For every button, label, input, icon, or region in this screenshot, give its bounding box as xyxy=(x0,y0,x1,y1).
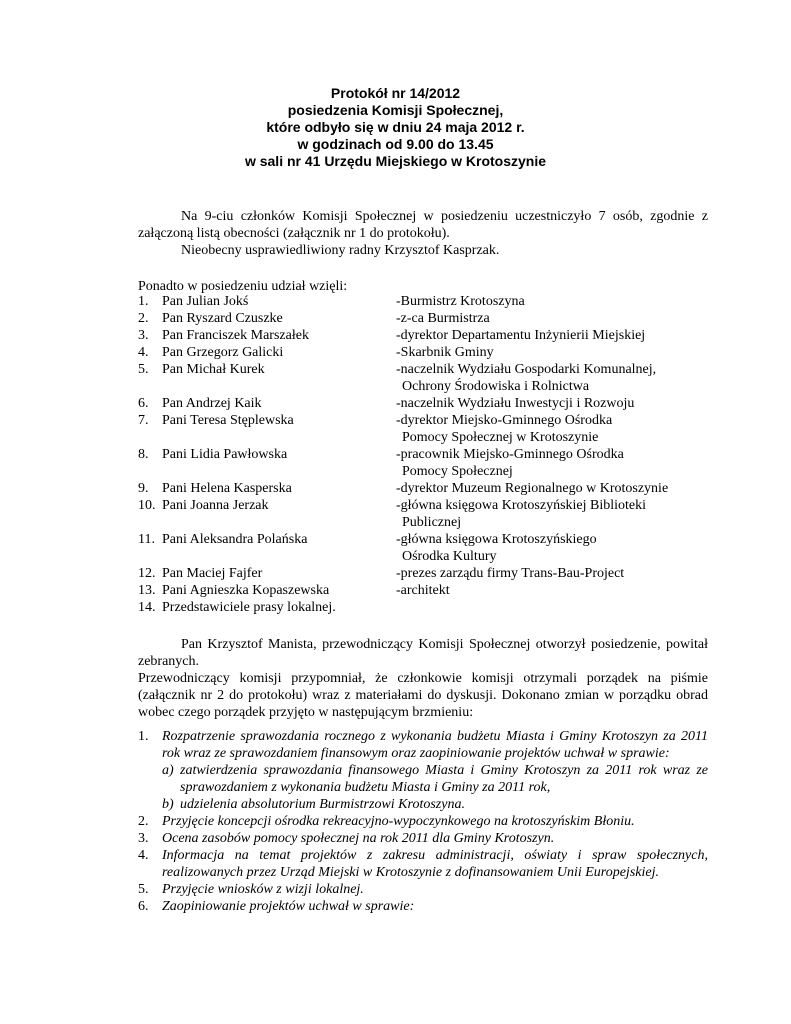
attendee-name: Pani Teresa Stęplewska xyxy=(162,413,294,428)
body-section xyxy=(138,636,708,721)
attendee-role-line: -naczelnik Wydziału Gospodarki Komunalnej, xyxy=(396,362,657,377)
attendee-role xyxy=(396,565,708,582)
agenda-list xyxy=(138,728,708,915)
attendee-row xyxy=(138,446,708,480)
attendee-number: 5. xyxy=(138,362,149,377)
agenda-intro-paragraph: Przewodniczący komisji przypomniał, że członkowie komisji otrzymali porządek na piśmie (załącznik nr 2 do protokołu) wraz z materiałami do dyskusji. Dokonano zmian w porządku obrad wobec czego porządek przyjęto w następującym brzmieniu: xyxy=(138,671,708,720)
attendee-role-line: -naczelnik Wydziału Inwestycji i Rozwoju xyxy=(396,396,635,411)
title-line: które odbyło się w dniu 24 maja 2012 r. xyxy=(266,119,525,135)
attendee-number: 9. xyxy=(138,481,149,496)
attendee-role-line: -główna księgowa Krotoszyńskiej Biblioteki xyxy=(396,498,647,513)
agenda-item-text: Zaopiniowanie projektów uchwał w sprawie: xyxy=(162,899,415,914)
agenda-item-text: Przyjęcie wniosków z wizji lokalnej. xyxy=(162,882,364,897)
attendee-name: Pani Joanna Jerzak xyxy=(162,498,269,513)
attendee-role-line: -główna księgowa Krotoszyńskiego xyxy=(396,532,597,547)
attendee-role xyxy=(396,582,708,599)
attendee-role-line: -prezes zarządu firmy Trans-Bau-Project xyxy=(396,566,625,581)
agenda-subitem-letter: a) xyxy=(162,763,174,778)
title-line: w godzinach od 9.00 do 13.45 xyxy=(297,136,494,152)
title-line: Protokół nr 14/2012 xyxy=(330,85,461,101)
attendee-name: Pani Aleksandra Polańska xyxy=(162,532,308,547)
attendee-number: 7. xyxy=(138,413,149,428)
attendee-row xyxy=(138,480,708,497)
attendee-number: 3. xyxy=(138,328,149,343)
attendee-name: Pani Agnieszka Kopaszewska xyxy=(162,583,330,598)
attendee-role-line: Pomocy Społecznej xyxy=(402,464,513,479)
attendee-role xyxy=(396,599,708,616)
attendee-row xyxy=(138,310,708,327)
attendee-role-line: -Skarbnik Gminy xyxy=(396,345,494,360)
attendee-name: Przedstawiciele prasy lokalnej. xyxy=(162,600,336,615)
attendee-name: Pan Michał Kurek xyxy=(162,362,265,377)
agenda-subitem-text: zatwierdzenia sprawozdania finansowego Miasta i Gminy Krotoszyn za 2011 rok wraz ze sprawozdaniem z wykonania budżetu Miasta i Gminy za 2011 rok, xyxy=(180,763,708,795)
attendee-number: 11. xyxy=(138,532,155,547)
attendee-role xyxy=(396,344,708,361)
agenda-item xyxy=(138,830,708,847)
attendee-number: 6. xyxy=(138,396,149,411)
title-line: posiedzenia Komisji Społecznej, xyxy=(287,102,504,118)
attendee-role xyxy=(396,497,708,531)
attendee-role xyxy=(396,293,708,310)
attendee-row xyxy=(138,293,708,310)
agenda-item-number: 2. xyxy=(138,814,149,829)
agenda-item-text: Ocena zasobów pomocy społecznej na rok 2011 dla Gminy Krotoszyn. xyxy=(162,831,555,846)
agenda-item xyxy=(138,728,708,762)
attendee-name: Pan Grzegorz Galicki xyxy=(162,345,284,360)
attendee-number: 1. xyxy=(138,294,149,309)
attendee-number: 8. xyxy=(138,447,149,462)
agenda-item xyxy=(138,898,708,915)
attendee-row xyxy=(138,565,708,582)
agenda-subitem xyxy=(138,796,708,813)
attendee-row xyxy=(138,582,708,599)
attendee-role-line: -dyrektor Muzeum Regionalnego w Krotoszynie xyxy=(396,481,669,496)
agenda-item-text: Przyjęcie koncepcji ośrodka rekreacyjno-wypoczynkowego na krotoszyńskim Błoniu. xyxy=(162,814,635,829)
attendee-row xyxy=(138,327,708,344)
attendee-row xyxy=(138,361,708,395)
attendee-row xyxy=(138,395,708,412)
attendee-role xyxy=(396,395,708,412)
attendee-row xyxy=(138,599,708,616)
document-title xyxy=(0,85,791,170)
agenda-subitem-letter: b) xyxy=(162,797,174,812)
agenda-subitem-text: udzielenia absolutorium Burmistrzowi Krotoszyna. xyxy=(180,797,465,812)
absence-paragraph: Nieobecny usprawiedliwiony radny Krzysztof Kasprzak. xyxy=(181,243,500,258)
attendees-heading: Ponadto w posiedzeniu udział wzięli: xyxy=(138,279,348,294)
attendee-role-line: -dyrektor Departamentu Inżynierii Miejskiej xyxy=(396,328,646,343)
attendee-row xyxy=(138,497,708,531)
attendee-role xyxy=(396,361,708,395)
attendee-name: Pani Lidia Pawłowska xyxy=(162,447,288,462)
attendee-role-line: -pracownik Miejsko-Gminnego Ośrodka xyxy=(396,447,624,462)
attendee-number: 14. xyxy=(138,600,156,615)
attendee-number: 4. xyxy=(138,345,149,360)
agenda-subitem xyxy=(138,762,708,796)
attendee-row xyxy=(138,412,708,446)
attendee-name: Pani Helena Kasperska xyxy=(162,481,292,496)
attendee-role-line: -z-ca Burmistrza xyxy=(396,311,490,326)
agenda-item xyxy=(138,813,708,830)
attendee-role xyxy=(396,446,708,480)
attendance-paragraph: Na 9-ciu członków Komisji Społecznej w posiedzeniu uczestniczyło 7 osób, zgodnie z załączoną listą obecności (załącznik nr 1 do protokołu). xyxy=(138,209,708,241)
attendee-row xyxy=(138,531,708,565)
agenda-item xyxy=(138,881,708,898)
attendee-role-line: Ochrony Środowiska i Rolnictwa xyxy=(402,379,590,394)
attendee-role xyxy=(396,327,708,344)
attendee-number: 10. xyxy=(138,498,156,513)
attendee-role xyxy=(396,310,708,327)
agenda-item-number: 4. xyxy=(138,848,149,863)
attendee-role-line: Publicznej xyxy=(402,515,462,530)
attendee-role xyxy=(396,480,708,497)
attendee-role xyxy=(396,531,708,565)
attendee-role-line: -dyrektor Miejsko-Gminnego Ośrodka xyxy=(396,413,613,428)
attendee-name: Pan Julian Jokś xyxy=(162,294,249,309)
agenda-item-number: 5. xyxy=(138,882,149,897)
agenda-item xyxy=(138,847,708,881)
attendee-role-line: -architekt xyxy=(396,583,450,598)
attendee-name: Pan Franciszek Marszałek xyxy=(162,328,309,343)
agenda-item-number: 3. xyxy=(138,831,149,846)
attendee-number: 13. xyxy=(138,583,156,598)
intro-section xyxy=(138,208,708,259)
attendees-list xyxy=(138,293,708,616)
attendee-number: 2. xyxy=(138,311,149,326)
attendee-name: Pan Maciej Fajfer xyxy=(162,566,263,581)
agenda-item-text: Rozpatrzenie sprawozdania rocznego z wykonania budżetu Miasta i Gminy Krotoszyn za 2011 rok wraz ze sprawozdaniem finansowym oraz zaopiniowanie projektów uchwał w sprawie: xyxy=(162,729,708,761)
attendee-role-line: Pomocy Społecznej w Krotoszynie xyxy=(402,430,599,445)
attendee-name: Pan Ryszard Czuszke xyxy=(162,311,283,326)
agenda-item-number: 1. xyxy=(138,729,149,744)
attendee-name: Pan Andrzej Kaik xyxy=(162,396,262,411)
attendee-number: 12. xyxy=(138,566,156,581)
attendee-role-line: Ośrodka Kultury xyxy=(402,549,497,564)
attendee-row xyxy=(138,344,708,361)
attendee-role-line: -Burmistrz Krotoszyna xyxy=(396,294,525,309)
attendee-role xyxy=(396,412,708,446)
agenda-item-number: 6. xyxy=(138,899,149,914)
opening-paragraph: Pan Krzysztof Manista, przewodniczący Komisji Społecznej otworzył posiedzenie, powitał zebranych. xyxy=(138,637,708,669)
agenda-item-text: Informacja na temat projektów z zakresu administracji, oświaty i spraw społecznych, realizowanych przez Urząd Miejski w Krotoszynie z dofinansowaniem Unii Europejskiej. xyxy=(162,848,708,880)
title-line: w sali nr 41 Urzędu Miejskiego w Krotoszynie xyxy=(244,153,547,169)
